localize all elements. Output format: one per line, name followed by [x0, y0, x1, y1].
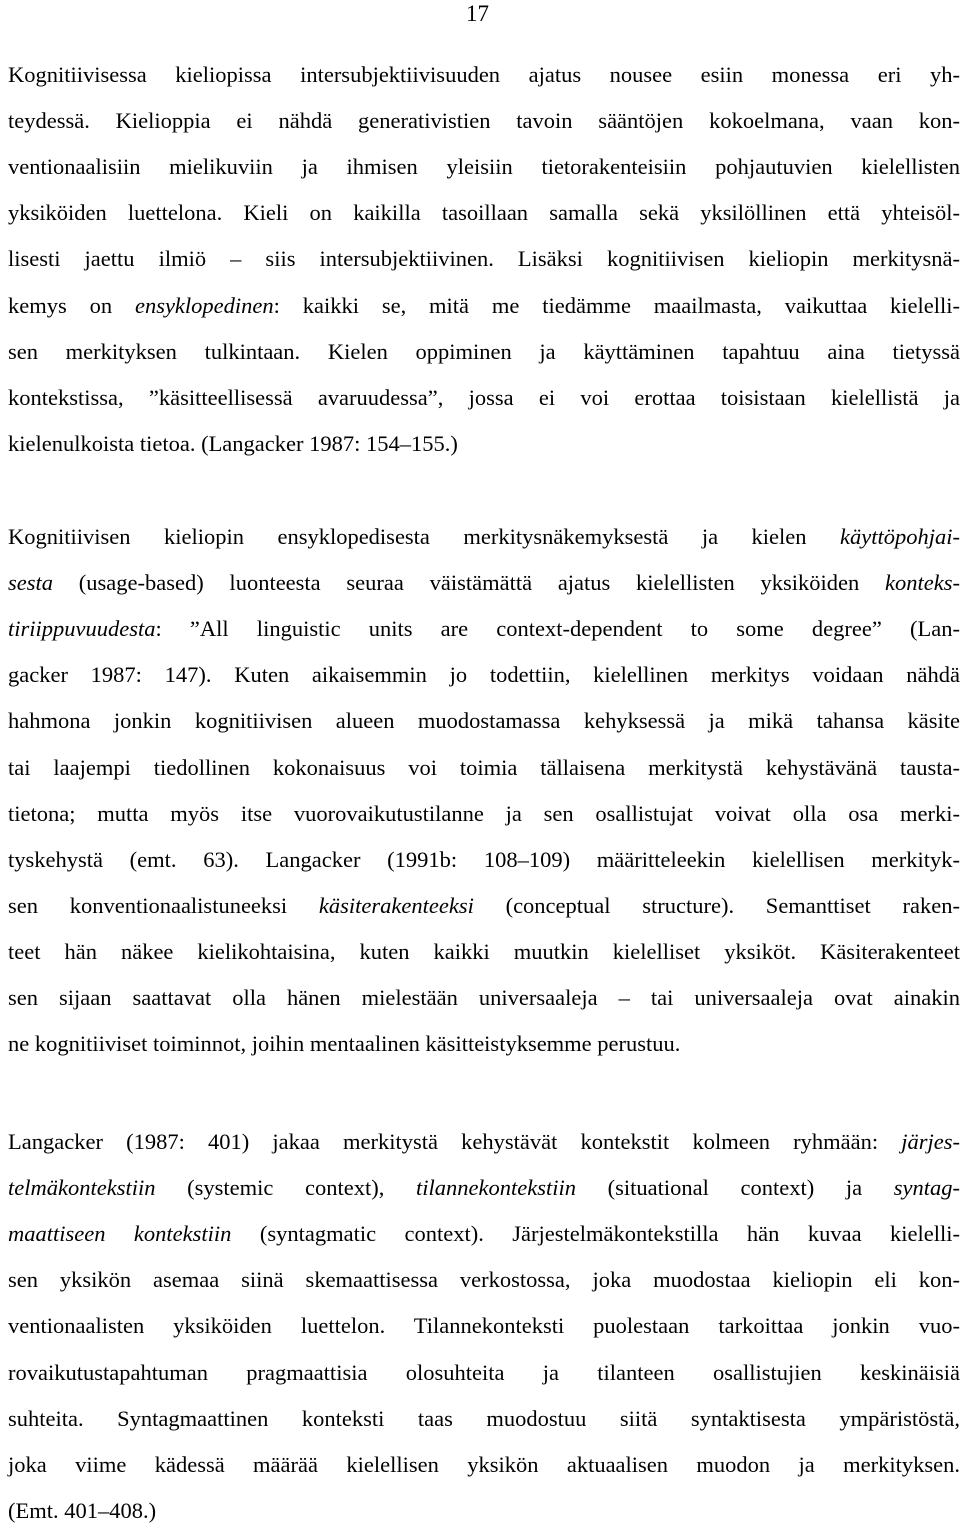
text-run: sen konventionaalistuneeksi	[8, 892, 319, 918]
text-line	[8, 614, 960, 644]
text-line	[8, 1358, 960, 1388]
text-run: (systemic context),	[155, 1175, 416, 1201]
italic-term: tiriippuvuudesta	[8, 616, 156, 642]
text-line	[8, 1450, 960, 1480]
text-line	[8, 1496, 960, 1526]
text-line	[8, 1404, 960, 1434]
page-number: 17	[466, 1, 489, 26]
text-line	[8, 799, 960, 829]
text-run: kontekstissa, ”käsitteellisessä avaruudessa”, jossa ei voi erottaa toisistaan kielellistä ja	[8, 384, 960, 410]
text-line	[8, 60, 960, 90]
text-run: suhteita. Syntagmaattinen konteksti taas muodostuu siitä syntaktisesta ympäristöstä,	[8, 1405, 960, 1431]
text-line	[8, 337, 960, 367]
text-line	[8, 291, 960, 321]
text-run: Kognitiivisessa kieliopissa intersubjektiivisuuden ajatus nousee esiin monessa eri yh-	[8, 62, 960, 87]
text-run: Langacker (1987: 401) jakaa merkitystä kehystävät kontekstit kolmeen ryhmään:	[8, 1129, 902, 1154]
text-run: tai laajempi tiedollinen kokonaisuus voi toimia tällaisena merkitystä kehystävänä tausta-	[8, 754, 960, 780]
text-run: (situational context) ja	[575, 1175, 894, 1201]
text-line	[8, 753, 960, 783]
text-run: ventionaalisten yksiköiden luettelon. Tilannekonteksti puolestaan tarkoittaa jonkin vuo-	[8, 1313, 960, 1339]
text-run: Kognitiivisen kieliopin ensyklopedisesta merkitysnäkemyksestä ja kielen	[8, 524, 841, 549]
text-run: teydessä. Kielioppia ei nähdä generativistien tavoin sääntöjen kokoelmana, vaan kon-	[8, 108, 960, 134]
text-line	[8, 660, 960, 690]
text-line	[8, 244, 960, 274]
text-line	[8, 845, 960, 875]
text-run: : kaikki se, mitä me tiedämme maailmasta, vaikuttaa kielelli-	[273, 292, 960, 318]
text-run: kielenulkoista tietoa. (Langacker 1987: 154–155.)	[8, 430, 458, 456]
text-line	[8, 383, 960, 413]
text-run: tyskehystä (emt. 63). Langacker (1991b: 108–109) määritteleekin kielellisen merkityk-	[8, 846, 960, 872]
text-run: (usage-based) luonteesta seuraa väistämättä ajatus kielellisten yksiköiden	[53, 570, 886, 596]
text-run: sen merkityksen tulkintaan. Kielen oppiminen ja käyttäminen tapahtuu aina tietyssä	[8, 338, 960, 364]
italic-term: sesta	[8, 570, 53, 596]
text-line	[8, 937, 960, 967]
text-line	[8, 522, 960, 552]
italic-term: syntag-	[893, 1175, 960, 1201]
italic-term: käyttöpohjai-	[840, 524, 960, 549]
text-run: lisesti jaettu ilmiö – siis intersubjektiivinen. Lisäksi kognitiivisen kieliopin merkitysnä-	[8, 246, 960, 272]
text-run: (syntagmatic context). Järjestelmäkontekstilla hän kuvaa kielelli-	[231, 1221, 960, 1247]
text-line	[8, 891, 960, 921]
text-line	[8, 429, 960, 459]
italic-term: tilannekontekstiin	[416, 1175, 576, 1201]
text-line	[8, 568, 960, 598]
italic-term: maattiseen kontekstiin	[8, 1221, 232, 1247]
text-run: (Emt. 401–408.)	[8, 1497, 157, 1523]
text-run: kemys on	[8, 292, 135, 318]
italic-term: ensyklopedinen	[134, 292, 274, 318]
text-run: tietona; mutta myös itse vuorovaikutustilanne ja sen osallistujat voivat olla osa merki-	[8, 800, 960, 826]
italic-term: konteks-	[885, 570, 960, 596]
text-run: yksiköiden luettelona. Kieli on kaikilla tasoillaan samalla sekä yksilöllinen että yhteisöl-	[8, 200, 960, 226]
text-line	[8, 152, 960, 182]
italic-term: telmäkontekstiin	[8, 1175, 156, 1201]
text-line	[8, 983, 960, 1013]
text-run: : ”All linguistic units are context-dependent to some degree” (Lan-	[155, 616, 960, 642]
text-line	[8, 1265, 960, 1295]
text-line	[8, 1029, 960, 1059]
text-run: sen sijaan saattavat olla hänen mielestään universaaleja – tai universaaleja ovat ainakin	[8, 985, 960, 1010]
italic-term: käsiterakenteeksi	[318, 892, 474, 918]
text-run: ne kognitiiviset toiminnot, joihin mentaalinen käsitteistyksemme perustuu.	[8, 1031, 681, 1057]
text-line	[8, 1127, 960, 1157]
text-line	[8, 1173, 960, 1203]
text-run: rovaikutustapahtuman pragmaattisia olosuhteita ja tilanteen osallistujien keskinäisiä	[8, 1359, 960, 1385]
text-line	[8, 1219, 960, 1249]
text-run: gacker 1987: 147). Kuten aikaisemmin jo todettiin, kielellinen merkitys voidaan nähdä	[8, 662, 960, 688]
text-run: joka viime kädessä määrää kielellisen yksikön aktuaalisen muodon ja merkityksen.	[8, 1451, 960, 1477]
text-run: teet hän näkee kielikohtaisina, kuten kaikki muutkin kielelliset yksiköt. Käsiterakenteet	[8, 938, 960, 964]
text-line	[8, 106, 960, 136]
text-line	[8, 198, 960, 228]
text-run: sen yksikön asemaa siinä skemaattisessa verkostossa, joka muodostaa kieliopin eli kon-	[8, 1267, 960, 1293]
italic-term: järjes-	[901, 1129, 960, 1154]
text-run: ventionaalisiin mielikuviin ja ihmisen yleisiin tietorakenteisiin pohjautuvien kielellisten	[8, 154, 960, 180]
text-line	[8, 706, 960, 736]
text-line	[8, 1311, 960, 1341]
text-run: (conceptual structure). Semanttiset raken-	[473, 892, 960, 918]
text-run: hahmona jonkin kognitiivisen alueen muodostamassa kehyksessä ja mikä tahansa käsite	[8, 708, 960, 734]
